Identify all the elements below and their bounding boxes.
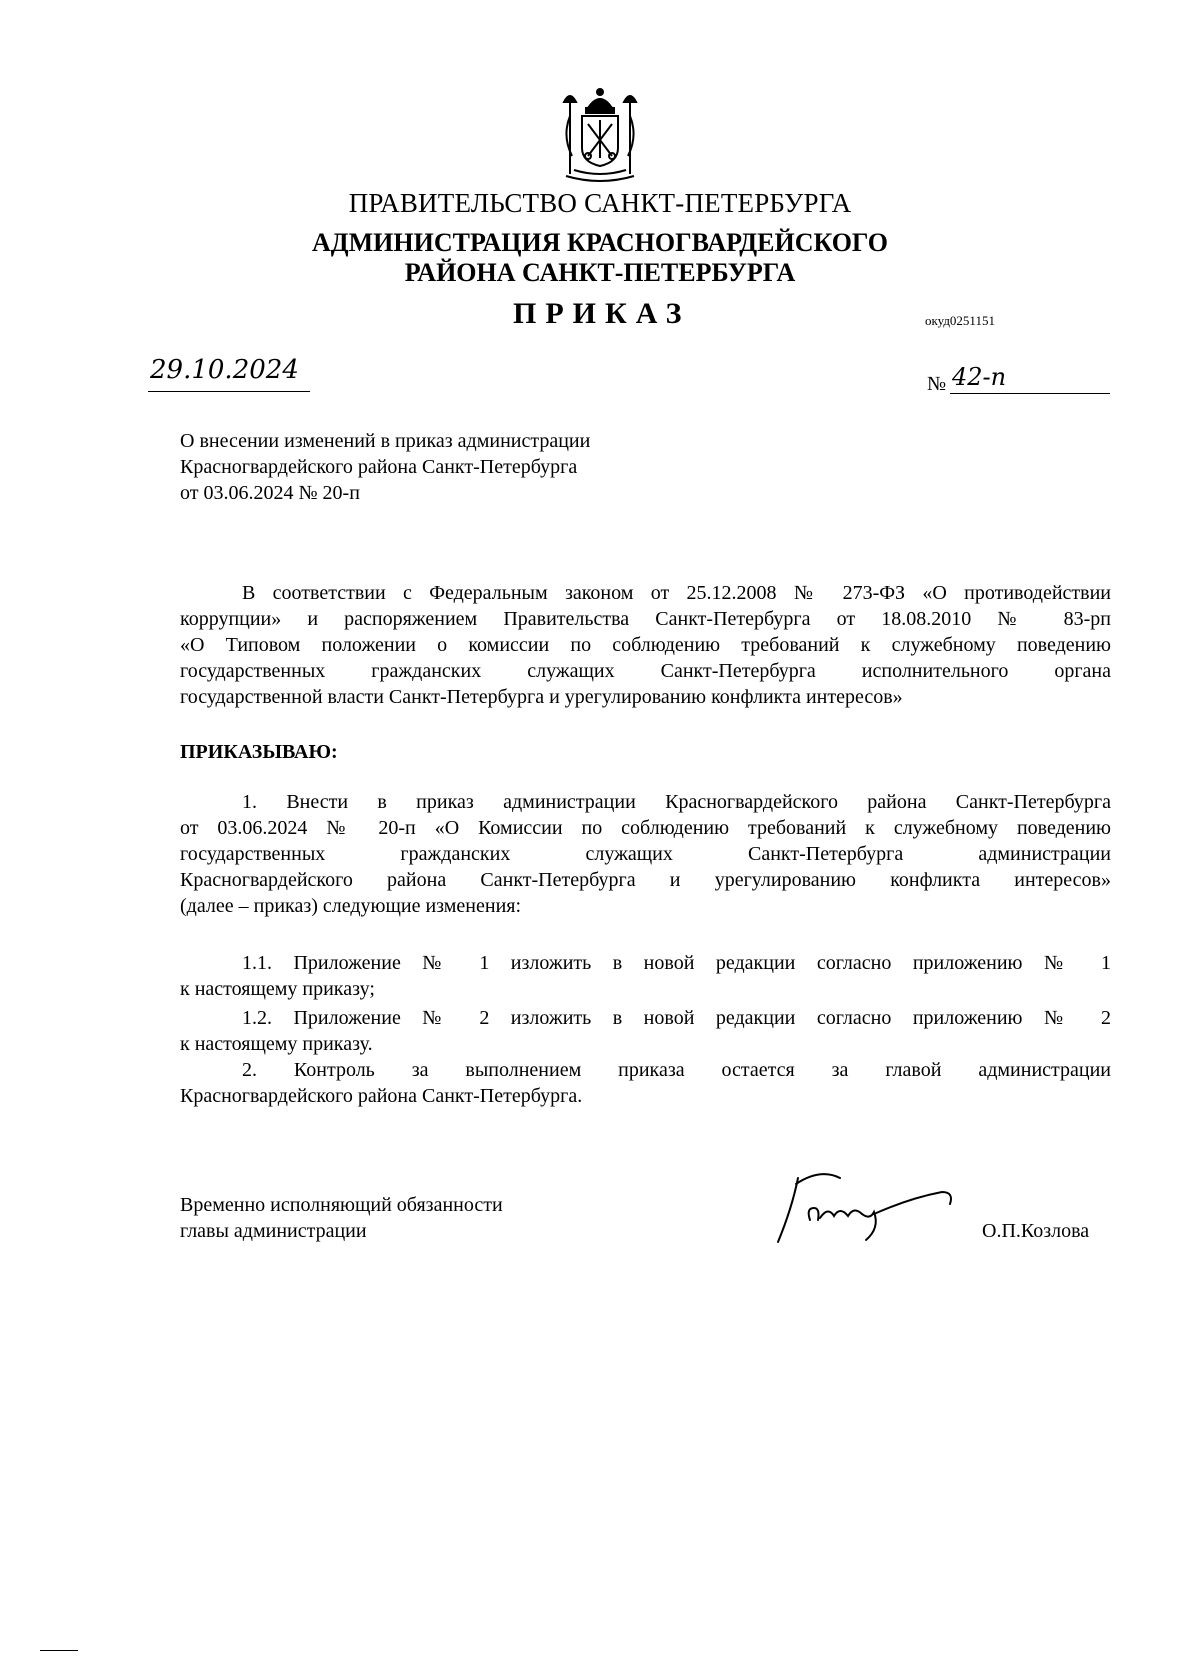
number-underline <box>950 393 1110 394</box>
subject-line: Красногвардейского района Санкт-Петербурга <box>180 456 578 478</box>
paragraph-line: 2. Контроль за выполнением приказа остается за главой администрации <box>242 1059 1111 1081</box>
signatory-role-line: главы администрации <box>180 1220 367 1242</box>
paragraph-line: 1.2. Приложение № 2 изложить в новой редакции согласно приложению № 2 <box>242 1007 1111 1029</box>
subject-line: О внесении изменений в приказ администрации <box>180 430 591 452</box>
paragraph-line: коррупции» и распоряжением Правительства Санкт-Петербурга от 18.08.2010 № 83-рп <box>180 608 1111 630</box>
coat-of-arms-emblem <box>558 86 642 186</box>
document-date <box>148 355 310 395</box>
subject-line: от 03.06.2024 № 20-п <box>180 482 360 504</box>
date-underline <box>148 391 310 392</box>
document-type: ПРИКАЗ <box>513 297 691 330</box>
signatory-role <box>180 1192 503 1244</box>
item-2-paragraph <box>180 1057 1111 1109</box>
government-title: ПРАВИТЕЛЬСТВО САНКТ-ПЕТЕРБУРГА <box>348 188 852 218</box>
preamble-paragraph <box>180 580 1111 710</box>
item-1-2-paragraph <box>180 1005 1111 1057</box>
paragraph-line: (далее – приказ) следующие изменения: <box>180 895 522 917</box>
paragraph-line: от 03.06.2024 № 20-п «О Комиссии по соблюдению требований к служебному поведению <box>180 817 1111 839</box>
okud-code: окуд0251151 <box>925 313 995 328</box>
document-number <box>950 365 1110 395</box>
number-label: № <box>927 373 947 395</box>
handwritten-signature <box>770 1168 965 1248</box>
paragraph-line: государственных гражданских служащих Санкт-Петербурга администрации <box>180 843 1111 865</box>
paragraph-line: к настоящему приказу. <box>180 1033 373 1055</box>
paragraph-line: к настоящему приказу; <box>180 978 375 1000</box>
handwritten-date: 29.10.2024 <box>150 355 299 385</box>
administration-title-line2: РАЙОНА САНКТ-ПЕТЕРБУРГА <box>404 258 796 287</box>
paragraph-line: Красногвардейского района Санкт-Петербурга. <box>180 1085 583 1107</box>
order-word: ПРИКАЗЫВАЮ: <box>180 741 338 763</box>
administration-title <box>0 228 1200 288</box>
paragraph-line: государственных гражданских служащих Санкт-Петербурга исполнительного органа <box>180 660 1111 682</box>
paragraph-line: государственной власти Санкт-Петербурга и урегулированию конфликта интересов» <box>180 686 903 708</box>
document-subject <box>180 428 590 506</box>
item-1-1-paragraph <box>180 950 1111 1002</box>
paragraph-line: «О Типовом положении о комиссии по соблюдению требований к служебному поведению <box>180 634 1111 656</box>
signatory-role-line: Временно исполняющий обязанности <box>180 1194 503 1216</box>
paragraph-line: 1.1. Приложение № 1 изложить в новой редакции согласно приложению № 1 <box>242 952 1111 974</box>
signatory-name: О.П.Козлова <box>982 1220 1090 1242</box>
paragraph-line: Красногвардейского района Санкт-Петербурга и урегулированию конфликта интересов» <box>180 869 1111 891</box>
paragraph-line: 1. Внести в приказ администрации Красногвардейского района Санкт-Петербурга <box>242 791 1111 813</box>
paragraph-line: В соответствии с Федеральным законом от 25.12.2008 № 273-ФЗ «О противодействии <box>242 582 1111 604</box>
item-1-paragraph <box>180 789 1111 919</box>
administration-title-line1: АДМИНИСТРАЦИЯ КРАСНОГВАРДЕЙСКОГО <box>311 228 889 257</box>
page-corner-mark <box>40 1650 78 1651</box>
handwritten-number: 42-п <box>952 363 1007 391</box>
